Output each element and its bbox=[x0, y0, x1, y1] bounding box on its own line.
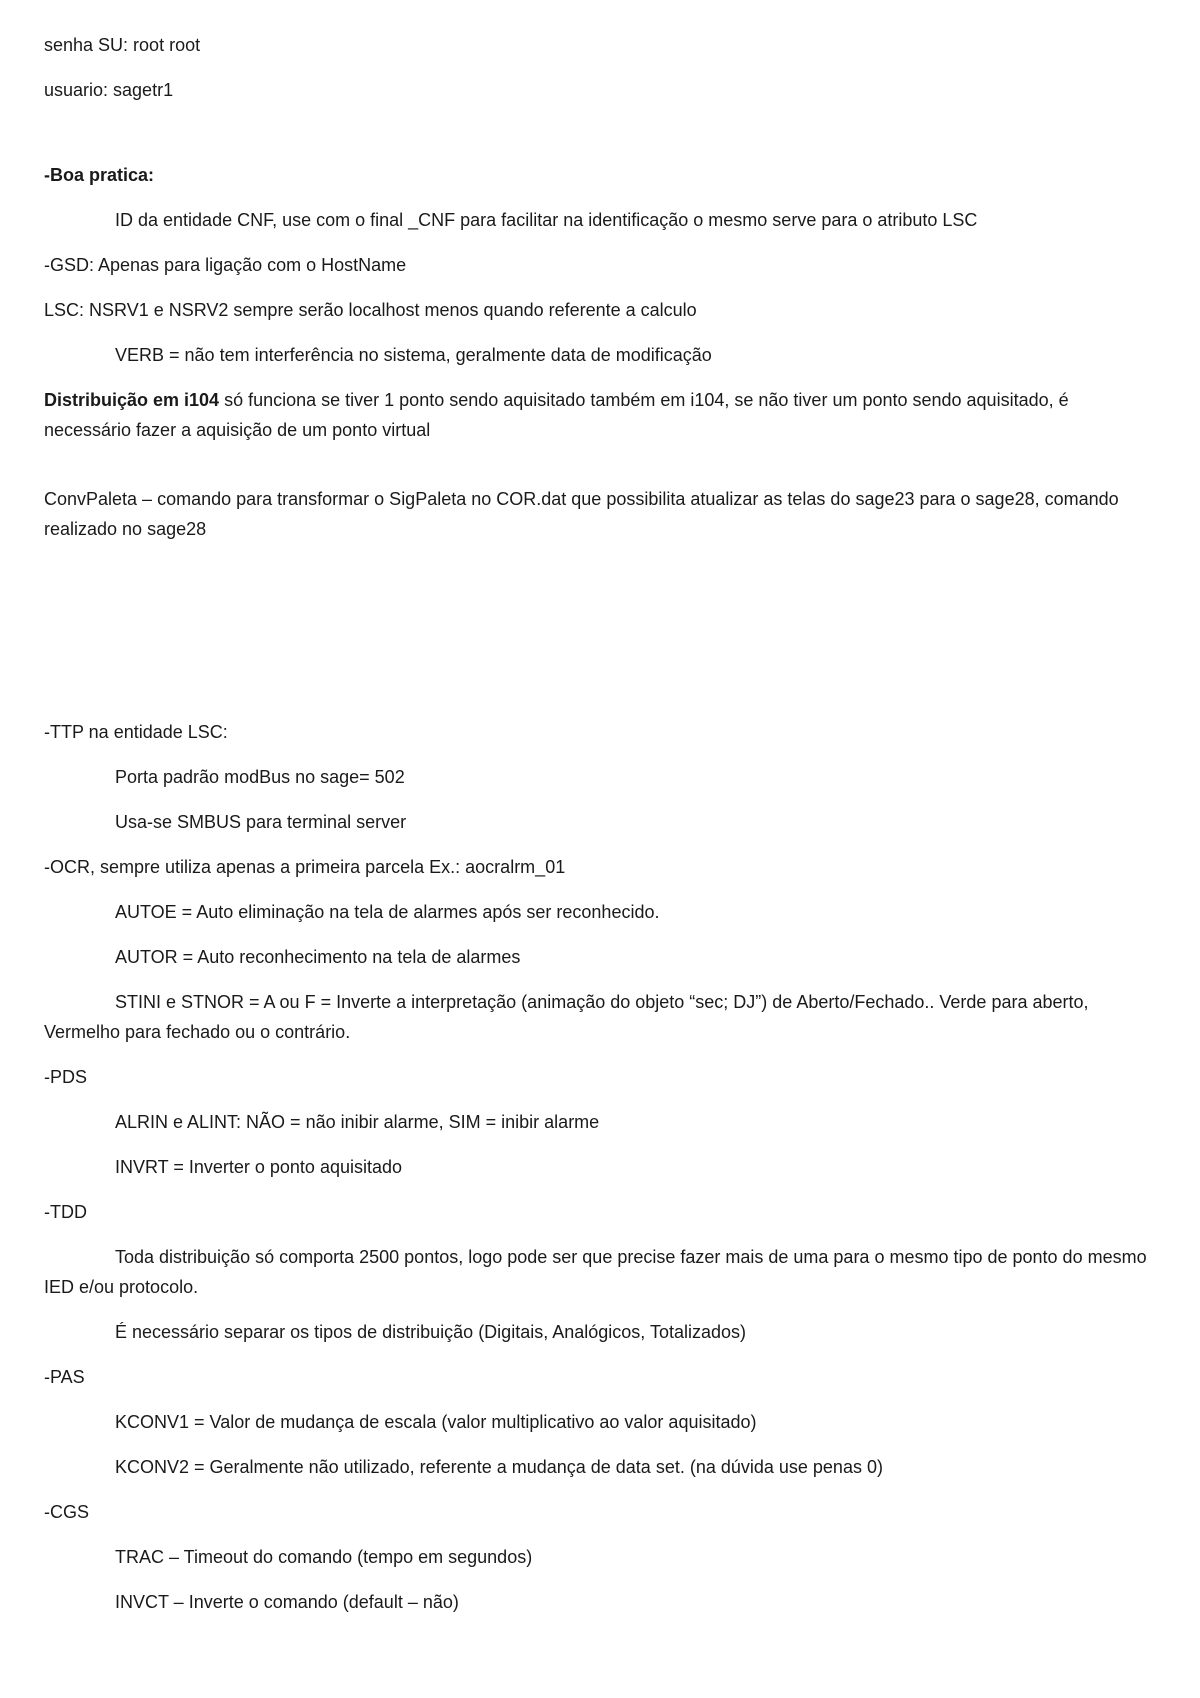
separar-line: É necessário separar os tipos de distribuição (Digitais, Analógicos, Totalizados) bbox=[115, 1322, 746, 1342]
invct-line: INVCT – Inverte o comando (default – não) bbox=[115, 1592, 459, 1612]
toda-distribuicao-paragraph: Toda distribuição só comporta 2500 pontos, logo pode ser que precise fazer mais de uma para o mesmo tipo de ponto do mesmo IED e/ou protocolo. bbox=[44, 1247, 1147, 1297]
kconv1-line: KCONV1 = Valor de mudança de escala (valor multiplicativo ao valor aquisitado) bbox=[115, 1412, 757, 1432]
stini-paragraph: STINI e STNOR = A ou F = Inverte a interpretação (animação do objeto “sec; DJ”) de Aberto/Fechado.. Verde para aberto, Vermelho para fechado ou o contrário. bbox=[44, 992, 1089, 1042]
ttp-heading: -TTP na entidade LSC: bbox=[44, 722, 228, 742]
autor-line: AUTOR = Auto reconhecimento na tela de alarmes bbox=[115, 947, 521, 967]
kconv2-line: KCONV2 = Geralmente não utilizado, referente a mudança de data set. (na dúvida use penas 0) bbox=[115, 1457, 883, 1477]
usuario-line: usuario: sagetr1 bbox=[44, 80, 174, 100]
distribuicao-paragraph bbox=[44, 385, 1160, 445]
boa-pratica-heading: -Boa pratica: bbox=[44, 165, 155, 185]
pas-heading: -PAS bbox=[44, 1367, 85, 1387]
autoe-line: AUTOE = Auto eliminação na tela de alarmes após ser reconhecido. bbox=[115, 902, 660, 922]
cgs-heading: -CGS bbox=[44, 1502, 89, 1522]
alrin-line: ALRIN e ALINT: NÃO = não inibir alarme, SIM = inibir alarme bbox=[115, 1112, 600, 1132]
ocr-heading: -OCR, sempre utiliza apenas a primeira parcela Ex.: aocralrm_01 bbox=[44, 857, 566, 877]
tdd-heading: -TDD bbox=[44, 1202, 87, 1222]
id-entidade-line: ID da entidade CNF, use com o final _CNF para facilitar na identificação o mesmo serve para o atributo LSC bbox=[115, 210, 978, 230]
verb-line: VERB = não tem interferência no sistema, geralmente data de modificação bbox=[115, 345, 712, 365]
invrt-line: INVRT = Inverter o ponto aquisitado bbox=[115, 1157, 403, 1177]
porta-line: Porta padrão modBus no sage= 502 bbox=[115, 767, 405, 787]
pds-heading: -PDS bbox=[44, 1067, 88, 1087]
convpaleta-paragraph: ConvPaleta – comando para transformar o SigPaleta no COR.dat que possibilita atualizar as telas do sage23 para o sage28, comando realizado no sage28 bbox=[44, 489, 1119, 539]
lsc-line: LSC: NSRV1 e NSRV2 sempre serão localhost menos quando referente a calculo bbox=[44, 300, 697, 320]
trac-line: TRAC – Timeout do comando (tempo em segundos) bbox=[115, 1547, 533, 1567]
distribuicao-bold: Distribuição em i104 bbox=[44, 390, 220, 410]
senha-line: senha SU: root root bbox=[44, 35, 201, 55]
distribuicao-rest: só funciona se tiver 1 ponto sendo aquisitado também em i104, se não tiver um ponto sendo aquisitado, é necessário fazer a aquisição de um ponto virtual bbox=[44, 390, 1069, 440]
smbus-line: Usa-se SMBUS para terminal server bbox=[115, 812, 407, 832]
gsd-line: -GSD: Apenas para ligação com o HostName bbox=[44, 255, 407, 275]
